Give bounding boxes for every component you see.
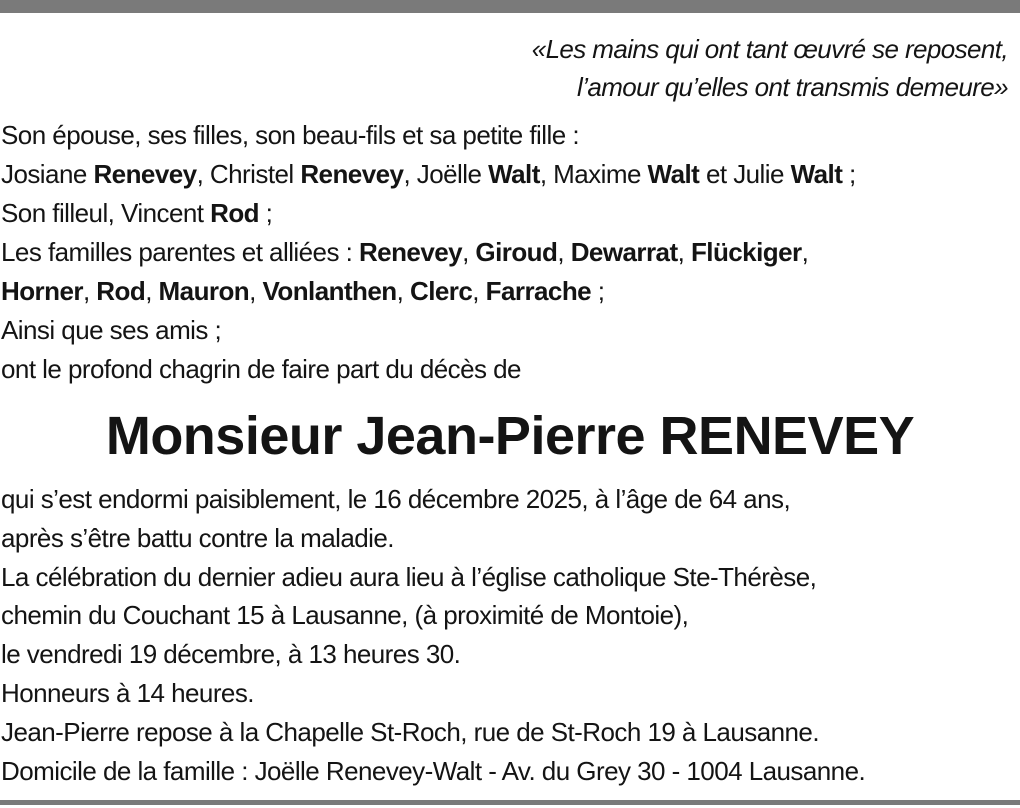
text-fragment: Josiane [1,159,94,189]
text-fragment: ; [591,276,605,306]
text-fragment: ; [842,159,856,189]
detail-line: Domicile de la famille : Joëlle Renevey-Walt - Av. du Grey 30 - 1004 Lausanne. [1,755,866,786]
family-name: Renevey [358,237,463,267]
family-name: Vonlanthen [262,276,397,306]
text-fragment: , [396,276,410,306]
family-name: Flückiger [690,237,802,267]
family-line [1,155,856,194]
detail-line: après s’être battu contre la maladie. [1,522,394,553]
text-fragment: , [472,276,486,306]
detail-line: Jean-Pierre repose à la Chapelle St-Roch, rue de St-Roch 19 à Lausanne. [1,716,820,747]
text-fragment: , [82,276,97,306]
text-fragment: , [677,237,691,267]
detail-line: qui s’est endormi paisiblement, le 16 décembre 2025, à l’âge de 64 ans, [1,484,791,514]
text-fragment: et Julie [699,159,791,189]
text-fragment: Son filleul, Vincent [1,198,211,228]
detail-line: La célébration du dernier adieu aura lieu à l’église catholique Ste-Thérèse, [1,561,817,592]
text-fragment: Les familles parentes et alliées : [1,237,359,267]
ceremony-details [1,480,865,790]
text-fragment: , Joëlle [403,159,489,189]
text-fragment: , [462,237,476,267]
epigraph-quote [532,30,1008,106]
detail-line: chemin du Couchant 15 à Lausanne, (à proximité de Montoie), [1,600,689,631]
family-name: Renevey [300,159,404,189]
text-fragment: ; [259,198,273,228]
text-fragment: , Maxime [539,159,648,189]
family-name: Farrache [485,276,592,306]
detail-line: le vendredi 19 décembre, à 13 heures 30. [1,639,461,670]
text-fragment: , [801,237,809,267]
family-announcement [1,116,856,389]
family-line: Son épouse, ses filles, son beau-fils et sa petite fille : [1,120,579,150]
family-name: Horner [1,276,83,306]
text-fragment: , [145,276,159,306]
detail-line: Honneurs à 14 heures. [1,677,254,708]
family-name: Clerc [409,276,473,306]
family-name: Renevey [93,159,197,189]
family-line [1,194,856,233]
family-line [1,233,856,272]
family-line: ont le profond chagrin de faire part du décès de [1,354,521,384]
family-name: Rod [210,198,259,228]
text-fragment: , [249,276,263,306]
bottom-rule [0,800,1020,805]
quote-line: «Les mains qui ont tant œuvré se reposent, [531,34,1008,64]
family-name: Rod [96,276,146,306]
family-name: Mauron [158,276,250,306]
family-name: Walt [647,159,700,189]
family-name: Walt [790,159,843,189]
family-name: Walt [488,159,540,189]
family-line: Ainsi que ses amis ; [1,315,222,345]
text-fragment: , [557,237,571,267]
family-name: Dewarrat [570,237,678,267]
quote-line: l’amour qu’elles ont transmis demeure» [577,72,1008,102]
deceased-name: Monsieur Jean-Pierre RENEVEY [105,406,915,466]
family-name: Giroud [475,237,558,267]
top-rule [0,0,1020,13]
family-line [1,272,856,311]
text-fragment: , Christel [196,159,301,189]
